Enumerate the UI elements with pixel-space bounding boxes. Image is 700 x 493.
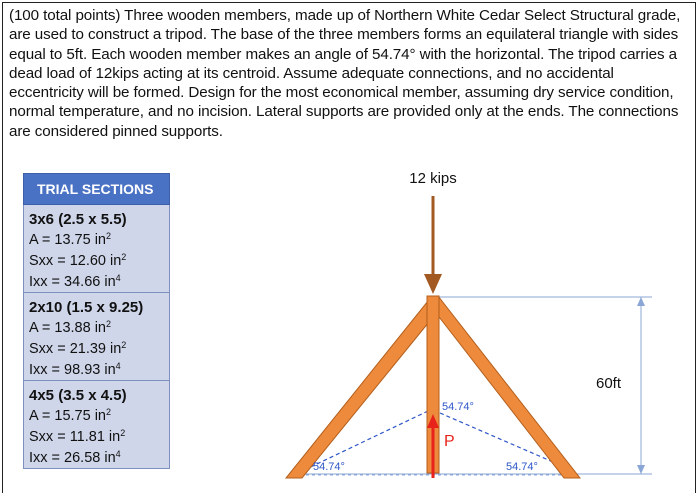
angle-label-right: 54.74° — [506, 461, 538, 473]
section-area: A = 13.75 $in^2$ — [29, 231, 112, 248]
load-arrow-head — [424, 274, 442, 294]
section-inertia: Ixx = 98.93 $in^4$ — [29, 361, 121, 378]
section-area: A = 13.88 $in^2$ — [29, 319, 112, 336]
problem-statement: (100 total points) Three wooden members, made up of Northern White Cedar Select Structural grade, are used to construct a tripod. The base of the three members forms an equilateral triangle with sides equal to 5ft. Each wooden member makes an angle of 54.74° with the horizontal. The tripod carries a dead load of 12kips acting at its centroid. Assume adequate connections, and no accidental eccentricity will be formed. Design for the most economical member, assuming dry service condition, normal temperature, and no incision. Lateral supports are provided only at the ends. The connections are considered pinned supports. — [9, 7, 681, 140]
force-label: P — [444, 433, 455, 450]
section-inertia: Ixx = 34.66 $in^4$ — [29, 273, 121, 290]
height-label: 60ft — [596, 375, 622, 392]
section-name: 2x10 (1.5 x 9.25) — [29, 299, 144, 316]
trial-sections-header: TRIAL SECTIONS — [23, 173, 170, 205]
member-left — [286, 296, 442, 478]
section-area: A = 15.75 $in^2$ — [29, 407, 112, 424]
angle-label-left: 54.74° — [313, 461, 345, 473]
angle-label-top: 54.74° — [442, 401, 474, 413]
member-right — [429, 296, 580, 478]
section-name: 3x6 (2.5 x 5.5) — [29, 211, 127, 228]
load-label: 12 kips — [409, 170, 457, 187]
dimension-arrow-bottom — [637, 465, 645, 474]
section-modulus: Sxx = 12.60 $in^2$ — [29, 252, 127, 269]
section-name: 4x5 (3.5 x 4.5) — [29, 387, 127, 404]
section-inertia: Ixx = 26.58 $in^4$ — [29, 449, 121, 466]
dimension-arrow-top — [637, 297, 645, 306]
section-modulus: Sxx = 11.81 $in^2$ — [29, 428, 126, 445]
section-modulus: Sxx = 21.39 $in^2$ — [29, 340, 127, 357]
